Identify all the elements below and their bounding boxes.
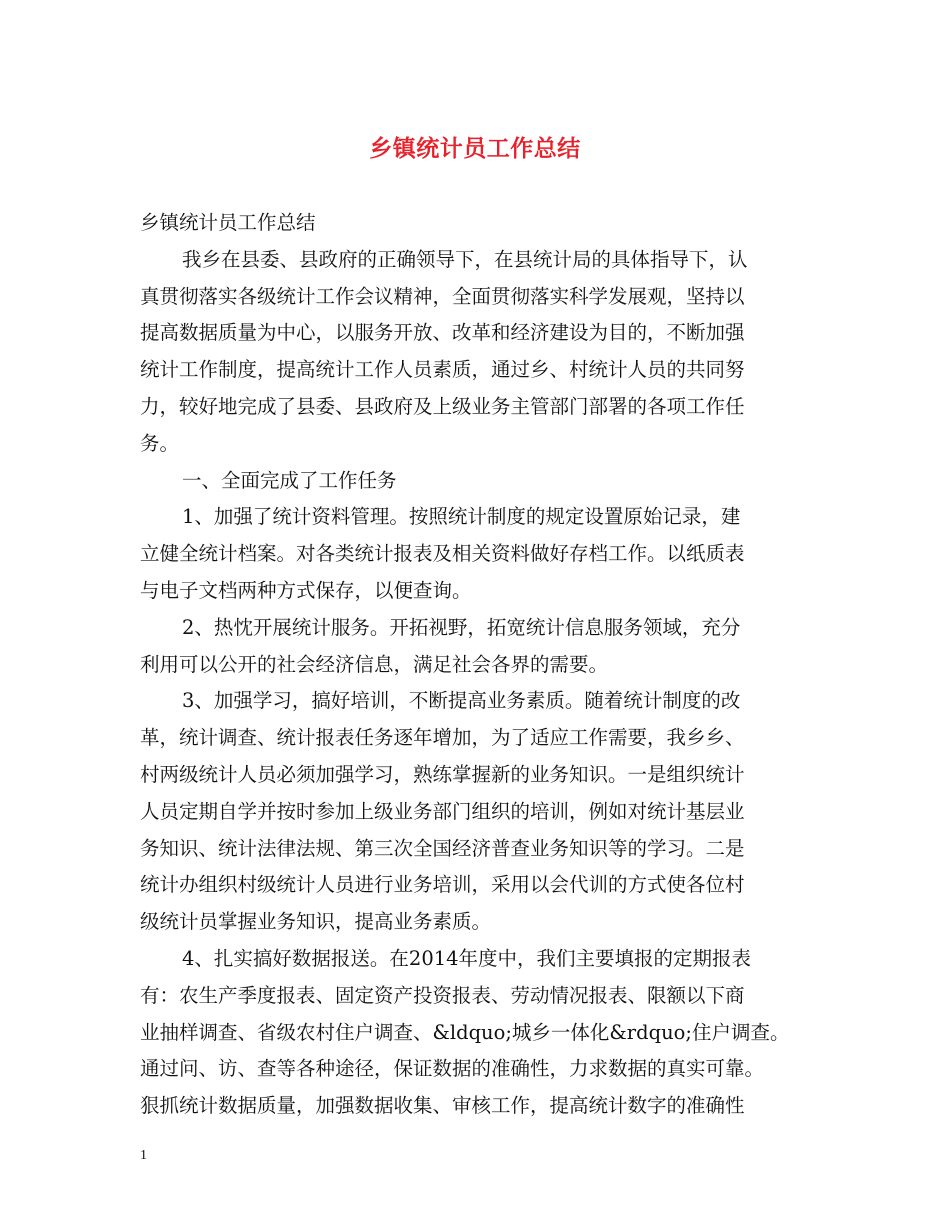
document-body <box>140 205 830 1125</box>
paragraph-line: 通过问、访、查等各种途径，保证数据的准确性，力求数据的真实可靠。 <box>140 1057 765 1081</box>
page-number: 1 <box>140 1148 147 1163</box>
paragraph-line: 革，统计调查、统计报表任务逐年增加，为了适应工作需要，我乡乡、 <box>140 726 745 750</box>
paragraph-line: 统计工作制度，提高统计工作人员素质，通过乡、村统计人员的共同努 <box>140 358 745 382</box>
paragraph-line: 我乡在县委、县政府的正确领导下，在县统计局的具体指导下，认 <box>182 247 748 271</box>
paragraph-line: 统计办组织村级统计人员进行业务培训，采用以会代训的方式使各位村 <box>140 873 745 897</box>
paragraph-line: 狠抓统计数据质量，加强数据收集、审核工作，提高统计数字的准确性 <box>140 1094 745 1118</box>
paragraph-line: 3、加强学习，搞好培训，不断提高业务素质。随着统计制度的改 <box>182 689 741 713</box>
paragraph-line: 业抽样调查、省级农村住户调查、&ldquo;城乡一体化&rdquo;住户调查。 <box>140 1020 790 1044</box>
paragraph-line: 人员定期自学并按时参加上级业务部门组织的培训，例如对统计基层业 <box>140 799 745 823</box>
paragraph-line: 2、热忱开展统计服务。开拓视野，拓宽统计信息服务领域，充分 <box>182 615 741 639</box>
paragraph-line: 有：农生产季度报表、固定资产投资报表、劳动情况报表、限额以下商 <box>140 983 745 1007</box>
paragraph-line: 利用可以公开的社会经济信息，满足社会各界的需要。 <box>140 652 609 676</box>
document-subtitle: 乡镇统计员工作总结 <box>140 211 316 234</box>
paragraph-line: 与电子文档两种方式保存，以便查询。 <box>140 578 472 602</box>
paragraph-line: 一、全面完成了工作任务 <box>182 468 397 492</box>
document-title: 乡镇统计员工作总结 <box>369 135 581 162</box>
paragraph-line: 力，较好地完成了县委、县政府及上级业务主管部门部署的各项工作任 <box>140 394 745 418</box>
paragraph-line: 4、扎实搞好数据报送。在2014年度中，我们主要填报的定期报表 <box>182 946 752 970</box>
paragraph-line: 1、加强了统计资料管理。按照统计制度的规定设置原始记录，建 <box>182 505 741 529</box>
paragraph-line: 真贯彻落实各级统计工作会议精神，全面贯彻落实科学发展观，坚持以 <box>140 284 745 308</box>
paragraph-line: 提高数据质量为中心，以服务开放、改革和经济建设为目的，不断加强 <box>140 321 745 345</box>
paragraph-line: 务。 <box>140 431 180 455</box>
paragraph-line: 务知识、统计法律法规、第三次全国经济普查业务知识等的学习。二是 <box>140 836 745 860</box>
paragraph-line: 级统计员掌握业务知识，提高业务素质。 <box>140 910 492 934</box>
paragraph-line: 立健全统计档案。对各类统计报表及相关资料做好存档工作。以纸质表 <box>140 542 745 566</box>
paragraph-line: 村两级统计人员必须加强学习，熟练掌握新的业务知识。一是组织统计 <box>140 762 745 786</box>
